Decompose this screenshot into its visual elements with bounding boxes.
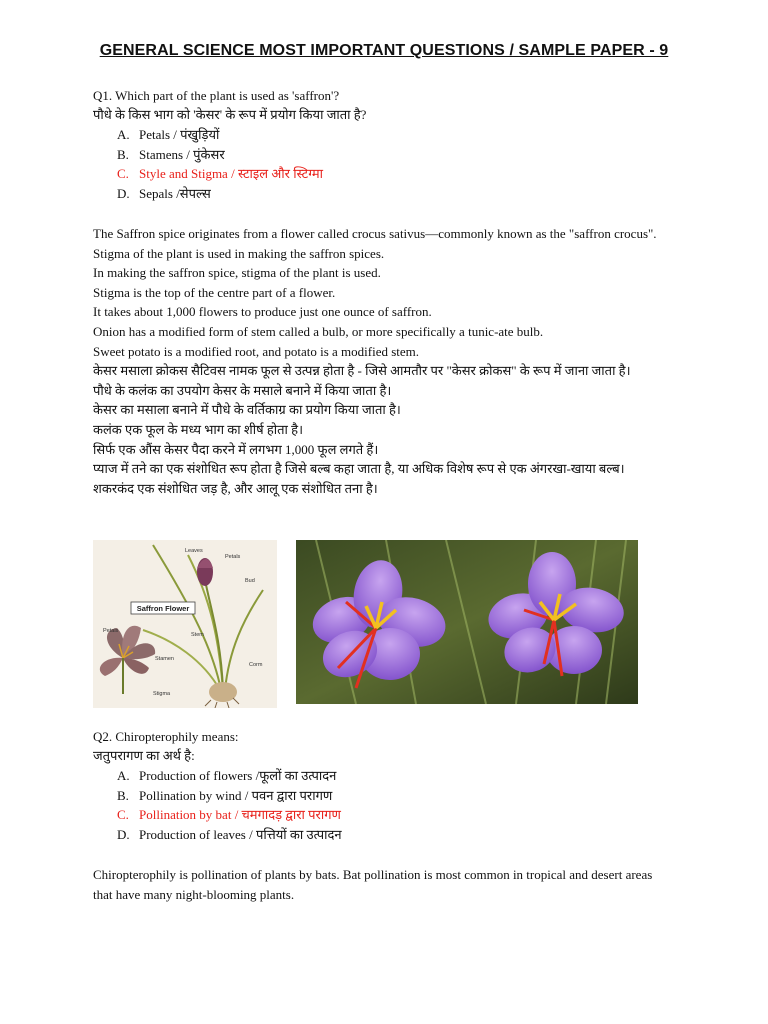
- explanation-line: सिर्फ एक औंस केसर पैदा करने में लगभग 1,000 फूल लगते हैं।: [93, 441, 379, 457]
- q2-option-b: [117, 788, 332, 804]
- q2-question-en: Q2. Chiropterophily means:: [93, 729, 239, 744]
- explanation-line: The Saffron spice originates from a flower called crocus sativus—commonly known as the "saffron crocus".: [93, 226, 657, 241]
- option-text: Production of leaves / पत्तियों का उत्पादन: [139, 827, 342, 842]
- explanation-line: Onion has a modified form of stem called a bulb, or more specifically a tunic-ate bulb.: [93, 323, 544, 339]
- option-letter: D.: [117, 827, 130, 842]
- option-text: Stamens / पुंकेसर: [139, 147, 225, 162]
- diagram-label: Saffron Flower: [136, 604, 190, 613]
- option-letter: A.: [117, 768, 130, 783]
- diagram-part-corm: Corm: [249, 662, 263, 668]
- q1-question-hi: पौधे के किस भाग को 'केसर' के रूप में प्रयोग किया जाता है?: [93, 107, 367, 122]
- explanation-line: Stigma is the top of the centre part of a flower.: [93, 284, 336, 300]
- explanation-line: केसर मसाला क्रोकस सैटिवस नामक फूल से उत्पन्न होता है - जिसे आमतौर पर "केसर क्रोकस" के रूप में जाना जाता है।: [93, 363, 631, 379]
- explanation-line: पौधे के कलंक का उपयोग केसर के मसाले बनाने में किया जाता है।: [93, 382, 392, 398]
- q2-option-d: [117, 827, 342, 843]
- diagram-part-stem: Stem: [191, 632, 204, 638]
- option-text: Pollination by bat / चमगादड़ द्वारा परागण: [139, 807, 341, 822]
- option-letter: D.: [117, 186, 130, 201]
- option-letter: B.: [117, 788, 129, 803]
- diagram-part-stamen: Stamen: [155, 656, 174, 662]
- q2-option-a: [117, 768, 336, 784]
- q1-option-a: [117, 127, 219, 143]
- explanation-line: Sweet potato is a modified root, and potato is a modified stem.: [93, 343, 420, 359]
- diagram-part-stigma: Stigma: [153, 691, 171, 697]
- explanation-line: केसर का मसाला बनाने में पौधे के वर्तिकाग्र का प्रयोग किया जाता है।: [93, 402, 401, 418]
- explanation-line: In making the saffron spice, stigma of the plant is used.: [93, 265, 381, 281]
- q1-option-b: [117, 147, 225, 163]
- page-title: GENERAL SCIENCE MOST IMPORTANT QUESTIONS / SAMPLE PAPER - 9: [99, 42, 669, 59]
- saffron-diagram-image: [93, 540, 277, 708]
- q1-option-c-correct: [117, 166, 323, 182]
- explanation-text: Chiropterophily is pollination of plants by bats. Bat pollination is most common in tropical and desert areas that have many night-blooming plants.: [93, 867, 653, 902]
- option-letter: C.: [117, 807, 129, 822]
- explanation-line: Stigma of the plant is used in making the saffron spices.: [93, 245, 385, 261]
- option-letter: B.: [117, 147, 129, 162]
- option-text: Pollination by wind / पवन द्वारा परागण: [139, 788, 333, 803]
- option-letter: C.: [117, 166, 129, 181]
- diagram-part-leaves: Leaves: [185, 548, 203, 554]
- q1-explanation: [93, 224, 673, 498]
- option-text: Style and Stigma / स्टाइल और स्टिग्मा: [139, 166, 323, 181]
- q1-option-d: [117, 186, 211, 202]
- explanation-line: कलंक एक फूल के मध्य भाग का शीर्ष होता है।: [93, 421, 304, 437]
- explanation-line: It takes about 1,000 flowers to produce just one ounce of saffron.: [93, 304, 432, 320]
- diagram-part-bud: Bud: [245, 578, 255, 584]
- diagram-part-petals-top: Petals: [225, 554, 241, 560]
- option-text: Production of flowers /फूलों का उत्पादन: [139, 768, 337, 783]
- diagram-part-petals-left: Petals: [103, 628, 119, 634]
- q2-explanation: [93, 865, 668, 904]
- q2-question-hi: जतुपरागण का अर्थ है:: [93, 748, 195, 763]
- option-text: Petals / पंखुड़ियों: [139, 127, 220, 142]
- explanation-line: शकरकंद एक संशोधित जड़ है, और आलू एक संशोधित तना है।: [93, 480, 378, 496]
- option-letter: A.: [117, 127, 130, 142]
- saffron-flower-photo: [296, 540, 638, 704]
- explanation-line: प्याज में तने का एक संशोधित रूप होता है जिसे बल्ब कहा जाता है, या अधिक विशेष रूप से एक अंगरखा-खाया बल्ब।: [93, 461, 625, 477]
- q2-option-c-correct: [117, 807, 341, 823]
- q1-question-en: Q1. Which part of the plant is used as 'saffron'?: [93, 88, 340, 103]
- option-text: Sepals /सेपल्स: [139, 186, 211, 201]
